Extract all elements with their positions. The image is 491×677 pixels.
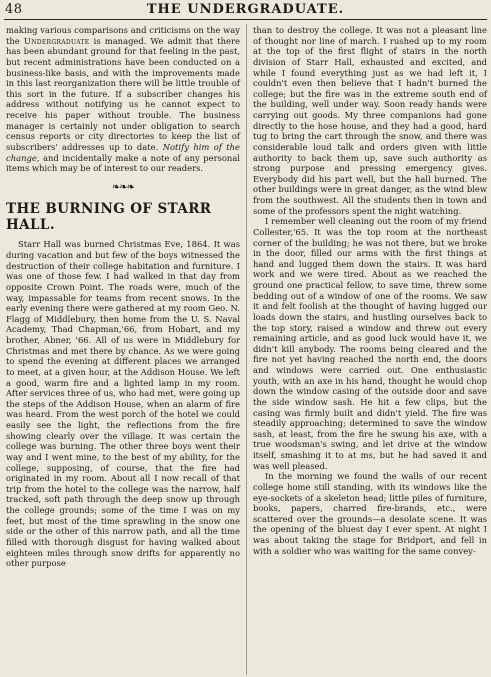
article-title: THE BURNING OF STARR HALL. — [6, 201, 212, 234]
article-paragraph: I remember well cleaning out the room of my friend Collester,'65. It was the top room at the northeast corner of the building; he was not there, but we broke in the door, filled our arms with the first things at hand and lugged them down the stairs. It was hard work and we were tired. About as we reached the ground one practical fellow, to save time, threw some bedding out of a window of one of the rooms. We saw it and felt foolish at the thought of having lugged our loads down the stairs, and hustling ourselves back to the top story, raised a window and threw out every remaining article, and as good luck would have it, we didn't kill anybody. The rooms being cleared and the fire not yet having reached the north end, the doors and windows were carried out. One enthusiastic youth, with an axe in his hand, thought he would chop down the window casing of the outside door and save the side window sash. He hit a few clips, but the casing was firmly built and didn't yield. The fire was steadily approaching; determined to save the window sash, at least, from the fire he swung his axe, with a true woodsman's swing, and let drive at the window itself, smashing it to at ms, but he had saved it and was well pleased. — [253, 216, 487, 471]
article-paragraph: In the morning we found the walls of our recent college home still standing, with its windows like the eye-sockets of a skeleton head; little piles of furniture, books, papers, charred fire-brands, etc., were scattered over the grounds—a desolate scene. It was the opening of the bluest day I ever spent. At night I was about taking the stage for Bridport, and fell in with a soldier who was waiting for the same convey- — [253, 471, 487, 556]
text-run: is managed. We admit that there has been abundant ground for that feeling in the past, but recent administrations have been conducted on a business-like basis, and with the improvements made in this last reorganization there will be little trouble of this sort in the future. If a subscriber changes his address without notifying us he cannot expect to receive his paper without trouble. The business manager is certainly not under obligation to search census reports or city directories to keep the list of subscribers' addresses up to date. — [6, 35, 240, 152]
continued-paragraph — [6, 25, 240, 174]
header-rule — [4, 19, 487, 20]
article-paragraph: Starr Hall was burned Christmas Eve, 1864. It was during vacation and but few of the boys witnessed the destruction of their college habitation and furniture. I was one of those few. I had walked in that day from opposite Crown Point. The roads were, much of the way, impassable for teams from recent snows. In the early evening there were gathered at my room Geo. N. Flagg of Middlebury, then home from the U. S. Naval Academy, Thad Chapman,'66, from Hobart, and my brother, Abner, '66. All of us were in Middlebury for Christmas and met there by chance. As we were going to spend the evening at different places we arranged to meet, at a given hour, at the Addison House. We left a good, warm fire and a lighted lamp in my room. After services three of us, who had met, were going up the steps of the Addison House, when an alarm of fire was heard. From the west porch of the hotel we could easily see the light, the reflections from the fire showing clearly over the village. It was certain the college was burning. The other three boys went their way and I went mine, to the best of my ability, for the college, supposing, of course, that the fire had originated in my room. About all I now recall of that trip from the hotel to the college was the narrow, half tracked, soft path through the deep snow up through the college grounds; some of the time I was on my feet, but most of the time sprawling in the snow one side or the other of this narrow path, and all the time filled with thorough disgust for having walked about eighteen miles through snow drifts for apparently no other purpose — [6, 239, 240, 569]
section-ornament: ❧❧❧ — [111, 181, 135, 193]
text-run: making various comparisons and criticisms on the way the — [6, 25, 240, 46]
text-run: and incidentally make a note of any personal items which may be of interest to our readers. — [6, 152, 240, 174]
article-paragraph: than to destroy the college. It was not a pleasant line of thought nor line of march. I rushed up to my room at the top of the first flight of stairs in the north division of Starr Hall, exhausted and excited, and while I found everything just as we had left it, I couldn't even then believe that I hadn't burned the college; but the fire was in the extreme south end of the building, well under way. Soon ready hands were carrying out goods. My three companions had gone directly to the hose house, and they had a good, hard tug to bring the cart through the snow, and there was considerable loud talk and orders given with little authority to back them up, save such authority as strong purpose and pressing emergency gives. Everybody did his part well, but the hall burned. The other buildings were in great danger, as the wind blew from the southwest. All the students then in town and some of the professors spent the night watching. — [253, 25, 487, 216]
column-divider — [246, 24, 247, 675]
right-column — [253, 25, 487, 556]
journal-name: Undergraduate — [23, 35, 90, 46]
left-column — [6, 25, 240, 569]
running-title: THE UNDERGRADUATE. — [146, 2, 345, 17]
italic-note: Notify him of the change, — [6, 141, 241, 163]
page-number: 48 — [5, 2, 23, 17]
page-header — [0, 0, 491, 20]
